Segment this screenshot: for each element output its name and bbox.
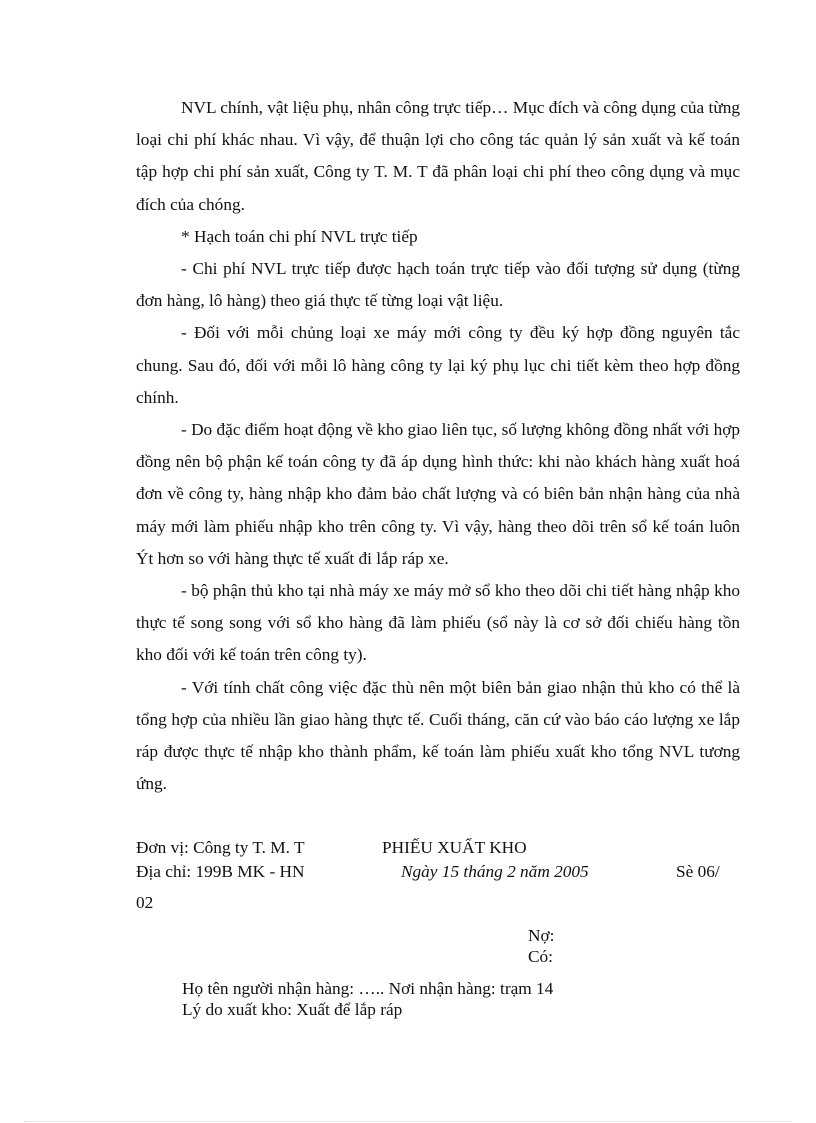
form-address: Địa chỉ: 199B MK - HN	[136, 862, 305, 881]
form-reason: Lý do xuất kho: Xuất để lắp ráp	[182, 1000, 403, 1019]
paragraph: - Do đặc điểm hoạt động về kho giao liên tục, số lượng không đồng nhất với hợp đồng nên bộ phận kế toán công ty đã áp dụng hình thức: khi nào khách hàng xuất hoá đơn về công ty, hàng nhập kho đảm bảo chất lượng và có biên bản nhận hàng của nhà máy mới làm phiếu nhập kho trên công ty. Vì vậy, hàng theo dõi trên sổ kế toán luôn Ýt hơn so với hàng thực tế xuất đi lắp ráp xe.	[136, 420, 740, 568]
paragraph: - Với tính chất công việc đặc thù nên một biên bản giao nhận thủ kho có thể là tổng hợp của nhiều lần giao hàng thực tế. Cuối tháng, căn cứ vào báo cáo lượng xe lắp ráp được thực tế nhập kho thành phẩm, kế toán làm phiếu xuất kho tổng NVL tương ứng.	[136, 677, 740, 794]
form-date: Ngày 15 tháng 2 năm 2005	[401, 862, 589, 881]
page-bottom-rule	[24, 1121, 792, 1122]
form-title: PHIẾU XUẤT KHO	[382, 838, 527, 857]
form-unit: Đơn vị: Công ty T. M. T	[136, 838, 305, 857]
paragraph: * Hạch toán chi phí NVL trực tiếp	[181, 226, 418, 246]
form-number: Sè 06/	[676, 862, 720, 881]
body-text	[136, 92, 740, 800]
form-number-continued: 02	[136, 893, 154, 912]
paragraph: NVL chính, vật liệu phụ, nhân công trực tiếp… Mục đích và công dụng của từng loại chi phí khác nhau. Vì vậy, để thuận lợi cho công tác quản lý sản xuất và kế toán tập hợp chi phí sản xuất, Công ty T. M. T đã phân loại chi phí theo công dụng và mục đích của chóng.	[136, 98, 740, 214]
form-debit: Nợ:	[528, 926, 555, 945]
form-credit: Có:	[528, 947, 553, 966]
paragraph: - Chi phí NVL trực tiếp được hạch toán trực tiếp vào đối tượng sử dụng (từng đơn hàng, lô hàng) theo giá thực tế từng loại vật liệu.	[136, 259, 740, 311]
paragraph: - Đối với mỗi chủng loại xe máy mới công ty đều ký hợp đồng nguyên tắc chung. Sau đó, đối với mỗi lô hàng công ty lại ký phụ lục chi tiết kèm theo hợp đồng chính.	[136, 323, 740, 407]
form-receiver: Họ tên người nhận hàng: ….. Nơi nhận hàng: trạm 14	[182, 979, 554, 998]
paragraph: - bộ phận thủ kho tại nhà máy xe máy mở sổ kho theo dõi chi tiết hàng nhập kho thực tế song song với sổ kho hàng đã làm phiếu (sổ này là cơ sở đối chiếu hàng tồn kho đối với kế toán trên công ty).	[136, 581, 740, 665]
